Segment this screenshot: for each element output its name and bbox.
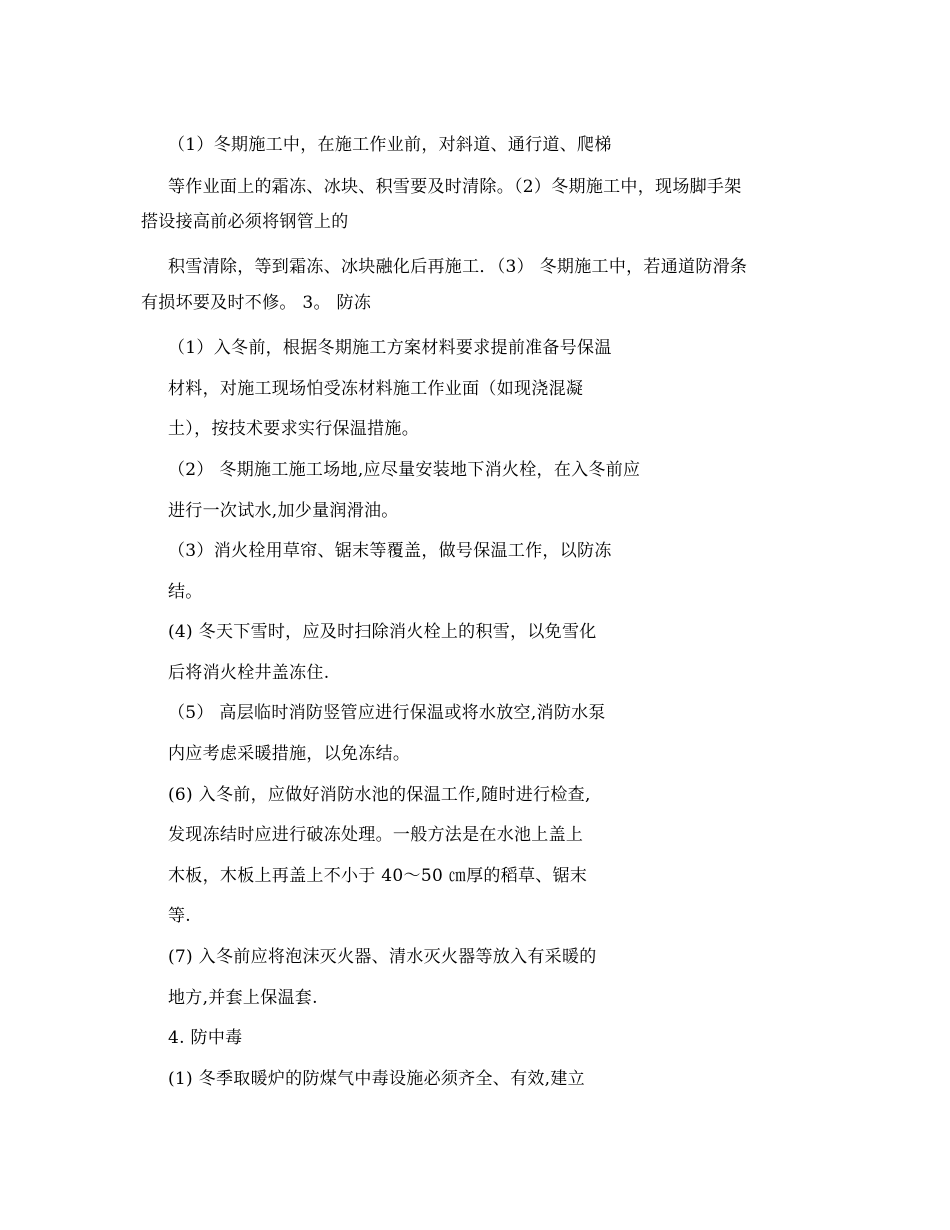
section-heading: 4. 防中毒 xyxy=(168,1028,243,1048)
text-line: 进行一次试水,加少量润滑油。 xyxy=(168,501,399,521)
text-line: 地方,并套上保温套. xyxy=(168,988,318,1008)
text-line: 材料，对施工现场怕受冻材料施工作业面（如现浇混凝 xyxy=(168,379,584,399)
text-line: (1) 冬季取暖炉的防煤气中毒设施必须齐全、有效,建立 xyxy=(168,1069,585,1089)
text-line: (4) 冬天下雪时，应及时扫除消火栓上的积雪，以免雪化 xyxy=(168,622,597,642)
text-line: （5） 高层临时消防竖管应进行保温或将水放空,消防水泵 xyxy=(168,703,606,723)
text-line: 有损坏要及时不修。 3。 防冻 xyxy=(141,293,372,313)
text-line: 结。 xyxy=(168,582,203,602)
text-line: （1）入冬前，根据冬期施工方案材料要求提前准备号保温 xyxy=(168,338,612,358)
text-line: (6) 入冬前，应做好消防水池的保温工作,随时进行检查, xyxy=(168,785,591,805)
text-line: 后将消火栓井盖冻住. xyxy=(168,663,330,683)
text-line: （2） 冬期施工施工场地,应尽量安装地下消火栓，在入冬前应 xyxy=(168,460,641,480)
text-line: 等作业面上的霜冻、冰块、积雪要及时清除。（2）冬期施工中，现场脚手架 xyxy=(168,177,742,197)
text-line: （1）冬期施工中，在施工作业前，对斜道、通行道、爬梯 xyxy=(168,135,612,155)
text-line: 木板，木板上再盖上不小于 40～50 ㎝厚的稻草、锯末 xyxy=(168,866,588,886)
text-line: 发现冻结时应进行破冻处理。一般方法是在水池上盖上 xyxy=(168,825,584,845)
text-line: 积雪清除，等到霜冻、冰块融化后再施工．（3） 冬期施工中，若通道防滑条 xyxy=(168,257,748,277)
text-line: 搭设接高前必须将钢管上的 xyxy=(141,212,349,232)
text-line: 内应考虑采暖措施，以免冻结。 xyxy=(168,744,411,764)
text-line: 等. xyxy=(168,906,192,926)
text-line: (7) 入冬前应将泡沫灭火器、清水灭火器等放入有采暖的 xyxy=(168,947,597,967)
text-line: 土），按技术要求实行保温措施。 xyxy=(168,419,419,439)
text-line: （3）消火栓用草帘、锯末等覆盖，做号保温工作，以防冻 xyxy=(168,541,612,561)
